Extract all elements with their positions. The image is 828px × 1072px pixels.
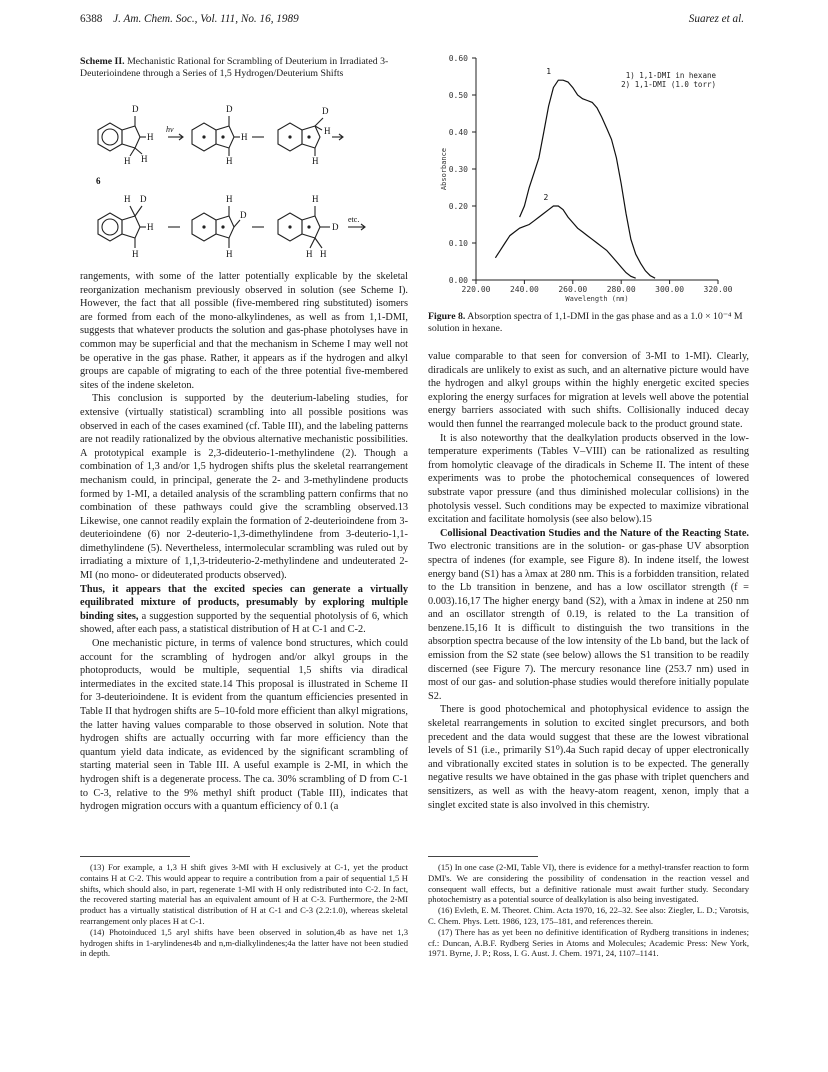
atom-h-1: H	[147, 132, 154, 142]
atom-h-3: H	[141, 154, 148, 164]
scheme-caption	[80, 56, 410, 81]
bold-sentence: Thus, it appears that the excited species can generate a virtually equilibrated mixture of products, presumably by exploring multiple binding sites,	[80, 583, 408, 622]
legend-entry: 2) 1,1-DMI (1.0 torr)	[621, 80, 716, 89]
y-tick-label: 0.30	[448, 165, 468, 174]
paragraph-6: It is also noteworthy that the dealkylation products observed in the low-temperature experiments (Tables V–VIII) can be rationalized as resulting from homolytic cleavage of the diradicals in Scheme II. The intent of these experiments was to probe the photochemical consequences of lowered substrate vapor pressure (and thus diminished molecular collisions) in the photolysis vessel. Such conditions may be expected to maximize vibrational excitation and facilitate homolysis (see also below).15	[428, 432, 749, 526]
figure-label: Figure 8.	[428, 311, 466, 322]
atom-h-12: H	[226, 249, 233, 259]
series-label-2: 2	[543, 193, 549, 202]
y-tick-label: 0.00	[448, 276, 468, 285]
y-tick-label: 0.20	[448, 202, 468, 211]
footnote-rule-right	[428, 856, 538, 857]
footnote-rule-left	[80, 856, 190, 857]
indene-structure-1	[98, 116, 146, 156]
footnote-13: (13) For example, a 1,3 H shift gives 3-MI with H exclusively at C-1, yet the product contains H at C-2. This would appear to require a contribution from a pair of sequential 1,5 H shifts, which should also, in part, regenerate 1-MI with H only redistributed into C-2. In fact, the recovered starting material has an equivalent amount of H at C-3. Furthermore, the 2-MI product has a virtually statistical distribution of H at C-1 and C-3 (2.2:1.0), whereas skeletal rearrangement only places H at C-1.	[80, 862, 408, 926]
x-tick-label: 300.00	[655, 285, 685, 294]
footnotes-right	[428, 862, 749, 959]
paragraph-7	[428, 527, 749, 704]
atom-d-2: D	[226, 104, 233, 114]
atom-h-14: H	[306, 249, 313, 259]
paragraph-1: rangements, with some of the latter potentially explicable by the skeletal reorganization mechanism previously observed in solution (see Scheme I). However, the fact that all possible (five-membered ring substituted) isomers are formed from each of the mono-alkylindenes, as well as from 1,1-DMI, suggests that whatever products the solution and gas-phase photolyses have in common may be superficial and that the mechanism in Scheme I may well not be operative in the gas phase. Rather, it appears as if the hydrogen and alkyl groups are capable of migrating to each of the three potential five-membered sites of the indene skeleton.	[80, 271, 408, 391]
page-number: 6388	[80, 13, 103, 25]
diradical-structure-2	[278, 118, 323, 156]
y-axis-label: Absorbance	[440, 147, 448, 191]
atom-d-3: D	[322, 106, 329, 116]
footnote-16: (16) Evleth, E. M. Theoret. Chim. Acta 1970, 16, 22–32. See also: Ziegler, L. D.; Varotsis, C. Chem. Phys. Lett. 1986, 123, 175–181, and references therein.	[428, 905, 749, 926]
series-line-2	[495, 206, 635, 278]
atom-h-7: H	[312, 156, 319, 166]
y-tick-label: 0.10	[448, 239, 468, 248]
footnote-14: (14) Photoinduced 1,5 aryl shifts have been observed in solution,4b as have net 1,3 hydrogen shifts in 1-arylindenes4b and n,m-dialkylindenes;4a the latter have not been studied in depth.	[80, 926, 408, 959]
scheme-ii-diagram	[80, 92, 410, 264]
x-axis-label: Wavelength (nm)	[565, 295, 629, 303]
atom-d-6: D	[332, 222, 339, 232]
atom-h-9: H	[147, 222, 154, 232]
y-tick-label: 0.40	[448, 128, 468, 137]
paragraph-4: One mechanistic picture, in terms of valence bond structures, which could account for the scrambling of hydrogen and/or alkyl groups in the photoproducts, would be multiple, sequential 1,5 shifts via diradical intermediates in the excited state.14 This proposal is illustrated in Scheme II for 3-deuterioindene. It is evident from the quantum efficiencies presented in Table II that hydrogen shifts are 5–10-fold more efficient than alkyl migrations, the latter having values comparable to those observed in solution. Note that hydrogen shifts are actually occurring with far more efficiency than the quantum yield data indicate, as evidenced by the significant scrambling of starting material seen in Table III. A useful example is 2-MI, in which the hydrogen shift is a degenerate process. The ca. 30% scrambling of D from C-1 to C-3, relative to the 9% methyl shift product (Table III), indicates that hydrogen migration occurs with a quantum efficiency of 0.1 (a	[80, 638, 408, 813]
etc-label: etc.	[348, 215, 360, 224]
atom-d-4: D	[140, 194, 147, 204]
running-header-left	[80, 13, 299, 25]
atom-d-1: D	[132, 104, 139, 114]
atom-d-5: D	[240, 210, 247, 220]
series-label-1: 1	[546, 67, 552, 77]
atom-h-5: H	[226, 156, 233, 166]
y-tick-label: 0.60	[448, 54, 468, 63]
atom-h-4: H	[241, 132, 248, 142]
left-column-text	[80, 270, 408, 814]
figure-8-chart	[428, 48, 749, 304]
footnotes-left	[80, 862, 408, 959]
legend-entry: 1) 1,1-DMI in hexane	[625, 71, 716, 80]
x-tick-label: 240.00	[509, 285, 539, 294]
scheme-caption-text: Mechanistic Rational for Scrambling of Deuterium in Irradiated 3-Deuterioindene through a Series of 1,5 Hydrogen/Deuterium Shifts	[80, 56, 389, 80]
x-tick-label: 320.00	[703, 285, 733, 294]
x-tick-label: 220.00	[461, 285, 491, 294]
journal-citation: J. Am. Chem. Soc., Vol. 111, No. 16, 1989	[113, 13, 299, 25]
x-tick-label: 260.00	[558, 285, 588, 294]
diradical-structure-3	[192, 206, 240, 248]
atom-h-8: H	[124, 194, 131, 204]
footnote-15: (15) In one case (2-MI, Table VI), there is evidence for a methyl-transfer reaction to form DMI's. We are considering the possibility of condensation in the reaction vessel and consequent wall effects, but a definitive rationale must await further study. Secondary photochemistry as a potential source of dealkylation is also being investigated.	[428, 862, 749, 905]
paragraph-5: value comparable to that seen for conversion of 3-MI to 1-MI). Clearly, diradicals are unlikely to exist as such, and an alternative picture would have the hydrogen and alkyl groups within the highly energetic excited species exploring the energy surfaces for migration at levels well above the potential energy barriers associated with such shifts. Collisionally induced decay would then funnel the rearranged molecule back to the product ground state.	[428, 351, 749, 430]
diradical-structure-1	[192, 116, 240, 156]
atom-h-13: H	[312, 194, 319, 204]
scheme-label: Scheme II.	[80, 56, 125, 67]
atom-h-15: H	[320, 249, 327, 259]
section-heading: Collisional Deactivation Studies and the Nature of the Reacting State.	[440, 527, 749, 539]
paragraph-8: There is good photochemical and photophysical evidence to assign the skeletal rearrangements in solution to excited singlet precursors, and both precedent and the data would suggest that these are the lowest vibrational levels of S1 (i.e., primarily S1⁰).4a Such rapid decay of upper electronically and vibrationally excited states in solution is to be expected. The generally negative results we have obtained in the gas phase with triplet quenchers and sensitizers, as well as with the heavy-atom reagent, xenon, imply that a singlet excited state is also involved in this chemistry.	[428, 704, 749, 811]
paragraph-7-rest: Two electronic transitions are in the solution- or gas-phase UV absorption spectra of indenes (for example, see Figure 8). In indene itself, the lowest energy band (S1) has a λmax at 280 nm. This is a forbidden transition, related to the Lb transition in benzene, and has a low oscillator strength (f = 0.003).16,17 The higher energy band (S2), with a λmax in indene at 250 nm and an oscillator strength of 0.19, is related to the La transition of benzene.15,16 It is difficult to distinguish the two transitions in the absorption spectra because of the low intensity of the Lb band, but the lack of emission from the S2 state (see below) allows the S1 transition to be readily discerned (see Figure 7). The mercury resonance line (253.7 nm) used in most of our gas- and solution-phase studies would therefore initially populate S2.	[428, 541, 749, 702]
atom-h-11: H	[226, 194, 233, 204]
paragraph-3	[80, 583, 408, 637]
indene-structure-2	[98, 206, 146, 248]
atom-h-10: H	[132, 249, 139, 259]
running-header-authors: Suarez et al.	[688, 13, 744, 25]
paragraph-3-rest: a suggestion supported by the sequential photolysis of 6, which showed, after each pass, a statistical distribution of H at C-1 and C-2.	[80, 610, 408, 636]
paragraph-2: This conclusion is supported by the deuterium-labeling studies, for extensive (virtually statistical) scrambling into all possible positions was observed in each of the cases examined (cf. Table III), and the labeling patterns are not readily rationalized by the obvious alternative mechanistic possibilities. A prototypical example is 2,3-dideuterio-1-methylindene (2). Though a combination of 1,3 and/or 1,5 hydrogen shifts plus the skeletal rearrangement mechanism could, in principal, generate the 2- and 3-methylindene products formed by 1-MI, a detailed analysis of the scrambling pattern confirms that no combination of these pathways could give the scrambling observed.13 Likewise, one cannot readily explain the formation of 2-deuterioindene from 3-deuterioindene (6) nor 2-deuterio-1,3-dimethylindene from 3-deuterio-1,1-dimethylindene (5). Nevertheless, intermolecular scrambling was ruled out by irradiating a mixture of 1,1,3-trideuterio-2-methylindene and undeuterated 2-MI (no mono- or dideuterated products observed).	[80, 393, 408, 582]
y-tick-label: 0.50	[448, 91, 468, 100]
right-column-text	[428, 350, 749, 812]
x-tick-label: 280.00	[606, 285, 636, 294]
diradical-structure-4	[278, 206, 330, 248]
series-line-1	[520, 80, 656, 278]
figure-caption	[428, 311, 749, 336]
figure-caption-text: Absorption spectra of 1,1-DMI in the gas phase and as a 1.0 × 10⁻⁴ M solution in hexane.	[428, 311, 743, 335]
atom-h-2: H	[124, 156, 131, 166]
hv-label: hν	[166, 125, 174, 134]
footnote-17: (17) There has as yet been no definitive identification of Rydberg transitions in indenes; cf.: Duncan, A.B.F. Rydberg Series in Atoms and Molecules; Academic Press: New York, 1971. Byrne, J. P.; Ross, I. G. Aust. J. Chem. 1971, 24, 1107–1141.	[428, 926, 749, 959]
compound-number: 6	[96, 176, 101, 186]
atom-h-6: H	[324, 126, 331, 136]
